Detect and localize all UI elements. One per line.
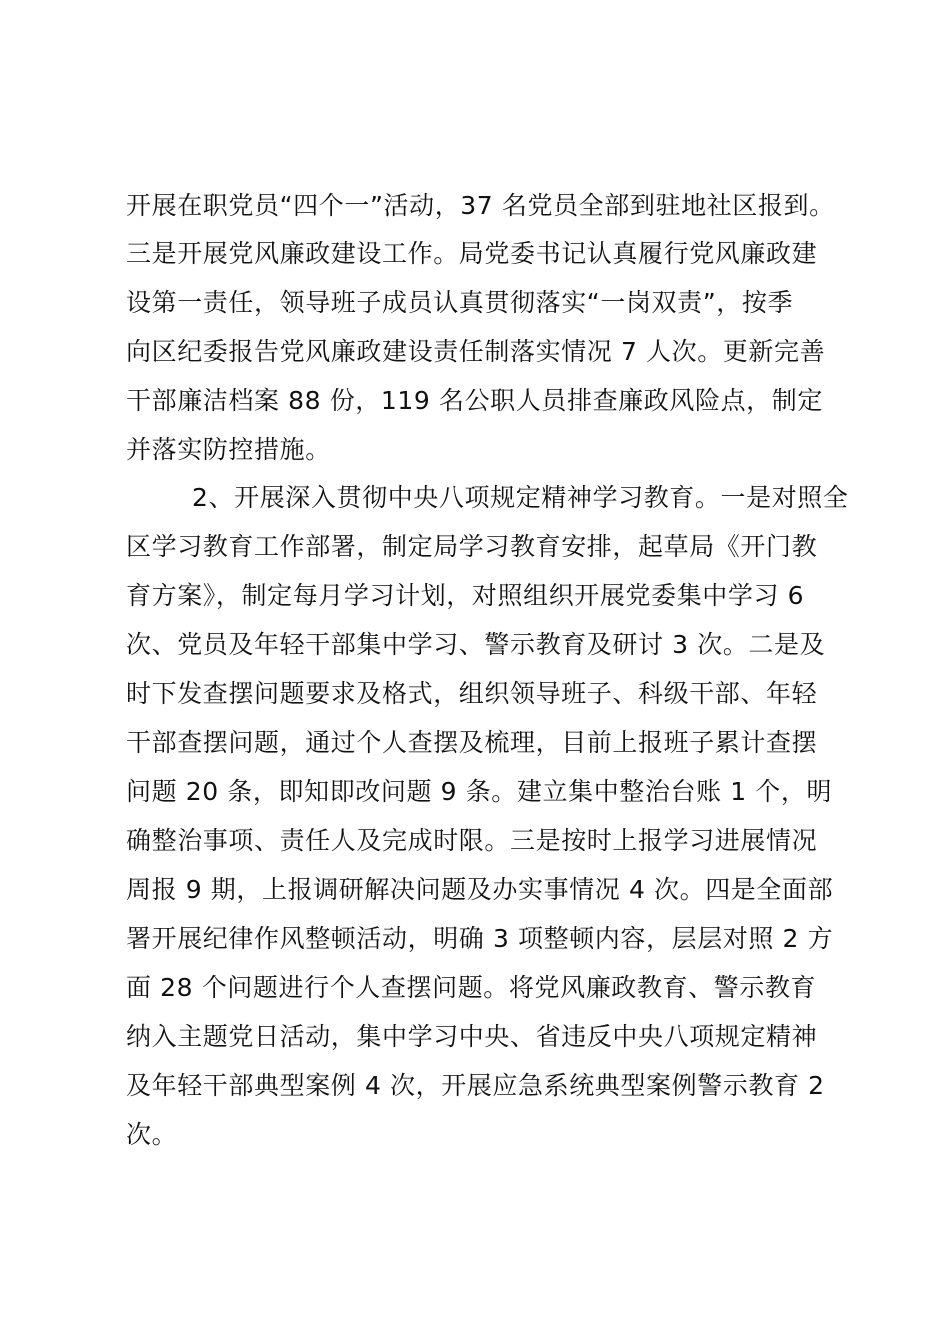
paragraph-2-line-4: 次、党员及年轻干部集中学习、警示教育及研讨 3 次。二是及 <box>126 630 826 659</box>
paragraph-2-line-1: 2、开展深入贯彻中央八项规定精神学习教育。一是对照全 <box>192 483 849 512</box>
paragraph-2-line-10: 署开展纪律作风整顿活动，明确 3 项整顿内容，层层对照 2 方 <box>126 924 834 953</box>
paragraph-1-line-6: 并落实防控措施。 <box>126 435 331 464</box>
paragraph-2-line-5: 时下发查摆问题要求及格式，组织领导班子、科级干部、年轻 <box>126 679 818 708</box>
paragraph-2-line-11: 面 28 个问题进行个人查摆问题。将党风廉政教育、警示教育 <box>126 973 817 1002</box>
paragraph-2-line-8: 确整治事项、责任人及完成时限。三是按时上报学习进展情况 <box>126 826 818 855</box>
paragraph-1-line-3: 设第一责任，领导班子成员认真贯彻落实“一岗双责”，按季 <box>126 288 794 317</box>
paragraph-2-line-14: 次。 <box>126 1120 178 1149</box>
paragraph-2-line-7: 问题 20 条，即知即改问题 9 条。建立集中整治台账 1 个，明 <box>126 777 833 806</box>
paragraph-2-line-12: 纳入主题党日活动，集中学习中央、省违反中央八项规定精神 <box>126 1022 818 1051</box>
paragraph-1-line-1: 开展在职党员“四个一”活动，37 名党员全部到驻地社区报到。 <box>126 191 835 220</box>
paragraph-1-line-2: 三是开展党风廉政建设工作。局党委书记认真履行党风廉政建 <box>126 239 818 268</box>
paragraph-2-line-9: 周报 9 期，上报调研解决问题及办实事情况 4 次。四是全面部 <box>126 875 834 904</box>
paragraph-1-line-5: 干部廉洁档案 88 份，119 名公职人员排查廉政风险点，制定 <box>126 386 823 415</box>
paragraph-2-line-3: 育方案》，制定每月学习计划，对照组织开展党委集中学习 6 <box>126 581 805 610</box>
paragraph-2-line-2: 区学习教育工作部署，制定局学习教育安排，起草局《开门教 <box>126 532 818 561</box>
paragraph-2-line-13: 及年轻干部典型案例 4 次，开展应急系统典型案例警示教育 2 <box>126 1071 825 1100</box>
paragraph-1-line-4: 向区纪委报告党风廉政建设责任制落实情况 7 人次。更新完善 <box>126 337 826 366</box>
paragraph-2-line-6: 干部查摆问题，通过个人查摆及梳理，目前上报班子累计查摆 <box>126 728 818 757</box>
